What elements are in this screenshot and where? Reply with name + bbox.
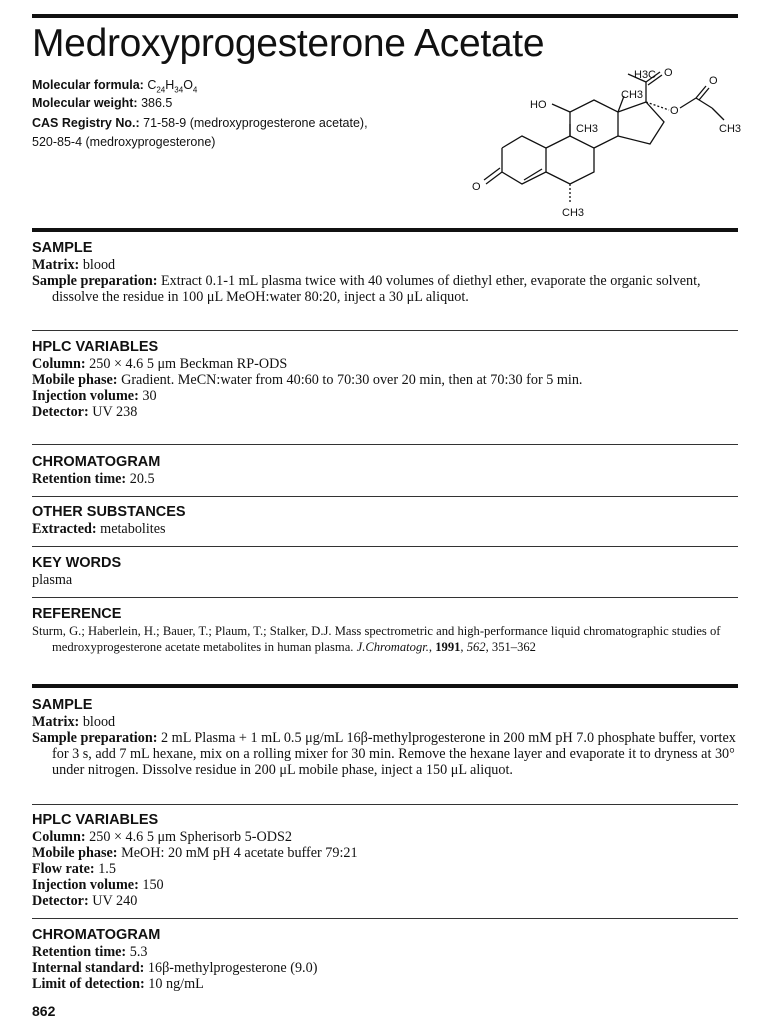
label-o-top: O <box>664 67 673 79</box>
cas-value: 71-58-9 (medroxyprogesterone acetate), <box>143 116 368 130</box>
entry1-matrix: Matrix: blood <box>32 257 116 273</box>
cas-value-2: 520-85-4 (medroxyprogesterone) <box>32 135 216 149</box>
label-ch3-acetyl: CH3 <box>719 123 742 135</box>
cas-registry <box>32 116 368 130</box>
entry1-detector: Detector: UV 238 <box>32 404 138 420</box>
entry1-mobile-phase: Mobile phase: Gradient. MeCN:water from 40:60 to 70:30 over 20 min, then at 70:30 for 5 min. <box>32 372 583 388</box>
entry2-sample <box>32 697 738 778</box>
cas-registry-2 <box>32 135 215 149</box>
top-rule <box>32 14 738 18</box>
label-o-ketone: O <box>472 181 481 193</box>
entry1-other-heading: OTHER SUBSTANCES <box>32 504 186 520</box>
entry-rule <box>32 684 738 688</box>
entry1-hplc <box>32 339 738 420</box>
divider <box>32 496 738 497</box>
entry2-detector: Detector: UV 240 <box>32 893 138 909</box>
entry1-other-substances <box>32 504 738 537</box>
entry1-chromatogram-heading: CHROMATOGRAM <box>32 454 161 470</box>
weight-label: Molecular weight: <box>32 96 138 110</box>
molecular-weight <box>32 96 172 110</box>
entry1-retention-time: Retention time: 20.5 <box>32 471 155 487</box>
formula-label: Molecular formula: <box>32 78 144 92</box>
entry1-injection-volume: Injection volume: 30 <box>32 388 157 404</box>
molecular-formula <box>32 78 197 95</box>
entry2-retention-time: Retention time: 5.3 <box>32 944 148 960</box>
entry1-reference-heading: REFERENCE <box>32 606 122 622</box>
label-ch3-a: CH3 <box>621 89 644 101</box>
entry2-sample-heading: SAMPLE <box>32 697 93 713</box>
divider <box>32 546 738 547</box>
entry1-sample <box>32 240 738 305</box>
entry1-reference <box>32 606 738 655</box>
ring-a <box>502 136 546 184</box>
entry2-hplc <box>32 812 738 909</box>
entry1-column: Column: 250 × 4.6 5 μm Beckman RP-ODS <box>32 356 288 372</box>
entry2-chromatogram <box>32 927 738 992</box>
label-ho: HO <box>530 99 547 111</box>
entry1-key-words <box>32 555 738 588</box>
cas-label: CAS Registry No.: <box>32 116 140 130</box>
page-number: 862 <box>32 1003 56 1019</box>
section-rule <box>32 228 738 232</box>
label-h3c: H3C <box>634 69 657 81</box>
entry1-extracted: Extracted: metabolites <box>32 521 166 537</box>
entry1-hplc-heading: HPLC VARIABLES <box>32 339 159 355</box>
entry2-flow-rate: Flow rate: 1.5 <box>32 861 116 877</box>
entry2-sample-prep: Sample preparation: 2 mL Plasma + 1 mL 0.5 μg/mL 16β-methylprogesterone in 200 mM pH 7.0 phosphate buffer, vortex for 3 s, add 7 mL hexane, mix on a rolling mixer for 30 min. Remove the hexane layer and evaporate it to dryness at 30° under nitrogen. Dissolve residue in 200 μL mobile phase, inject a 150 μL aliquot. <box>32 730 736 778</box>
formula-value: $C_{24}H_{34}O_4$ <box>147 78 198 95</box>
entry2-mobile-phase: Mobile phase: MeOH: 20 mM pH 4 acetate buffer 79:21 <box>32 845 358 861</box>
entry2-column: Column: 250 × 4.6 5 μm Spherisorb 5-ODS2 <box>32 829 292 845</box>
entry1-sample-prep: Sample preparation: Extract 0.1-1 mL plasma twice with 40 volumes of diethyl ether, evaporate the organic solvent, dissolve the residue in 100 μL MeOH:water 80:20, inject a 30 μL aliquot. <box>32 273 701 305</box>
weight-value: 386.5 <box>141 96 173 110</box>
label-ch3-6: CH3 <box>562 207 585 219</box>
entry2-limit-of-detection: Limit of detection: 10 ng/mL <box>32 976 204 992</box>
entry1-sample-heading: SAMPLE <box>32 240 93 256</box>
divider <box>32 444 738 445</box>
entry2-injection-volume: Injection volume: 150 <box>32 877 164 893</box>
chemical-structure <box>464 60 744 225</box>
label-o-acetyl: O <box>709 75 718 87</box>
label-o-ester: O <box>670 105 679 117</box>
entry1-reference-text: Sturm, G.; Haberlein, H.; Bauer, T.; Plaum, T.; Stalker, D.J. Mass spectrometric and high-performance liquid chromatographic studies of medroxyprogesterone acetate metabolites in human plasma. J.Chromatogr., 1991, 562, 351–362 <box>32 624 721 654</box>
entry2-hplc-heading: HPLC VARIABLES <box>32 812 159 828</box>
ring-d <box>618 102 664 144</box>
entry2-chromatogram-heading: CHROMATOGRAM <box>32 927 161 943</box>
divider <box>32 330 738 331</box>
entry2-matrix: Matrix: blood <box>32 714 116 730</box>
entry1-chromatogram <box>32 454 738 487</box>
page-title: Medroxyprogesterone Acetate <box>32 22 545 65</box>
divider <box>32 918 738 919</box>
label-ch3-b: CH3 <box>576 123 599 135</box>
divider <box>32 804 738 805</box>
divider <box>32 597 738 598</box>
entry2-internal-standard: Internal standard: 16β-methylprogesterone (9.0) <box>32 960 318 976</box>
entry1-keywords-value: plasma <box>32 572 73 588</box>
ring-b <box>546 136 594 184</box>
entry1-keywords-heading: KEY WORDS <box>32 555 122 571</box>
